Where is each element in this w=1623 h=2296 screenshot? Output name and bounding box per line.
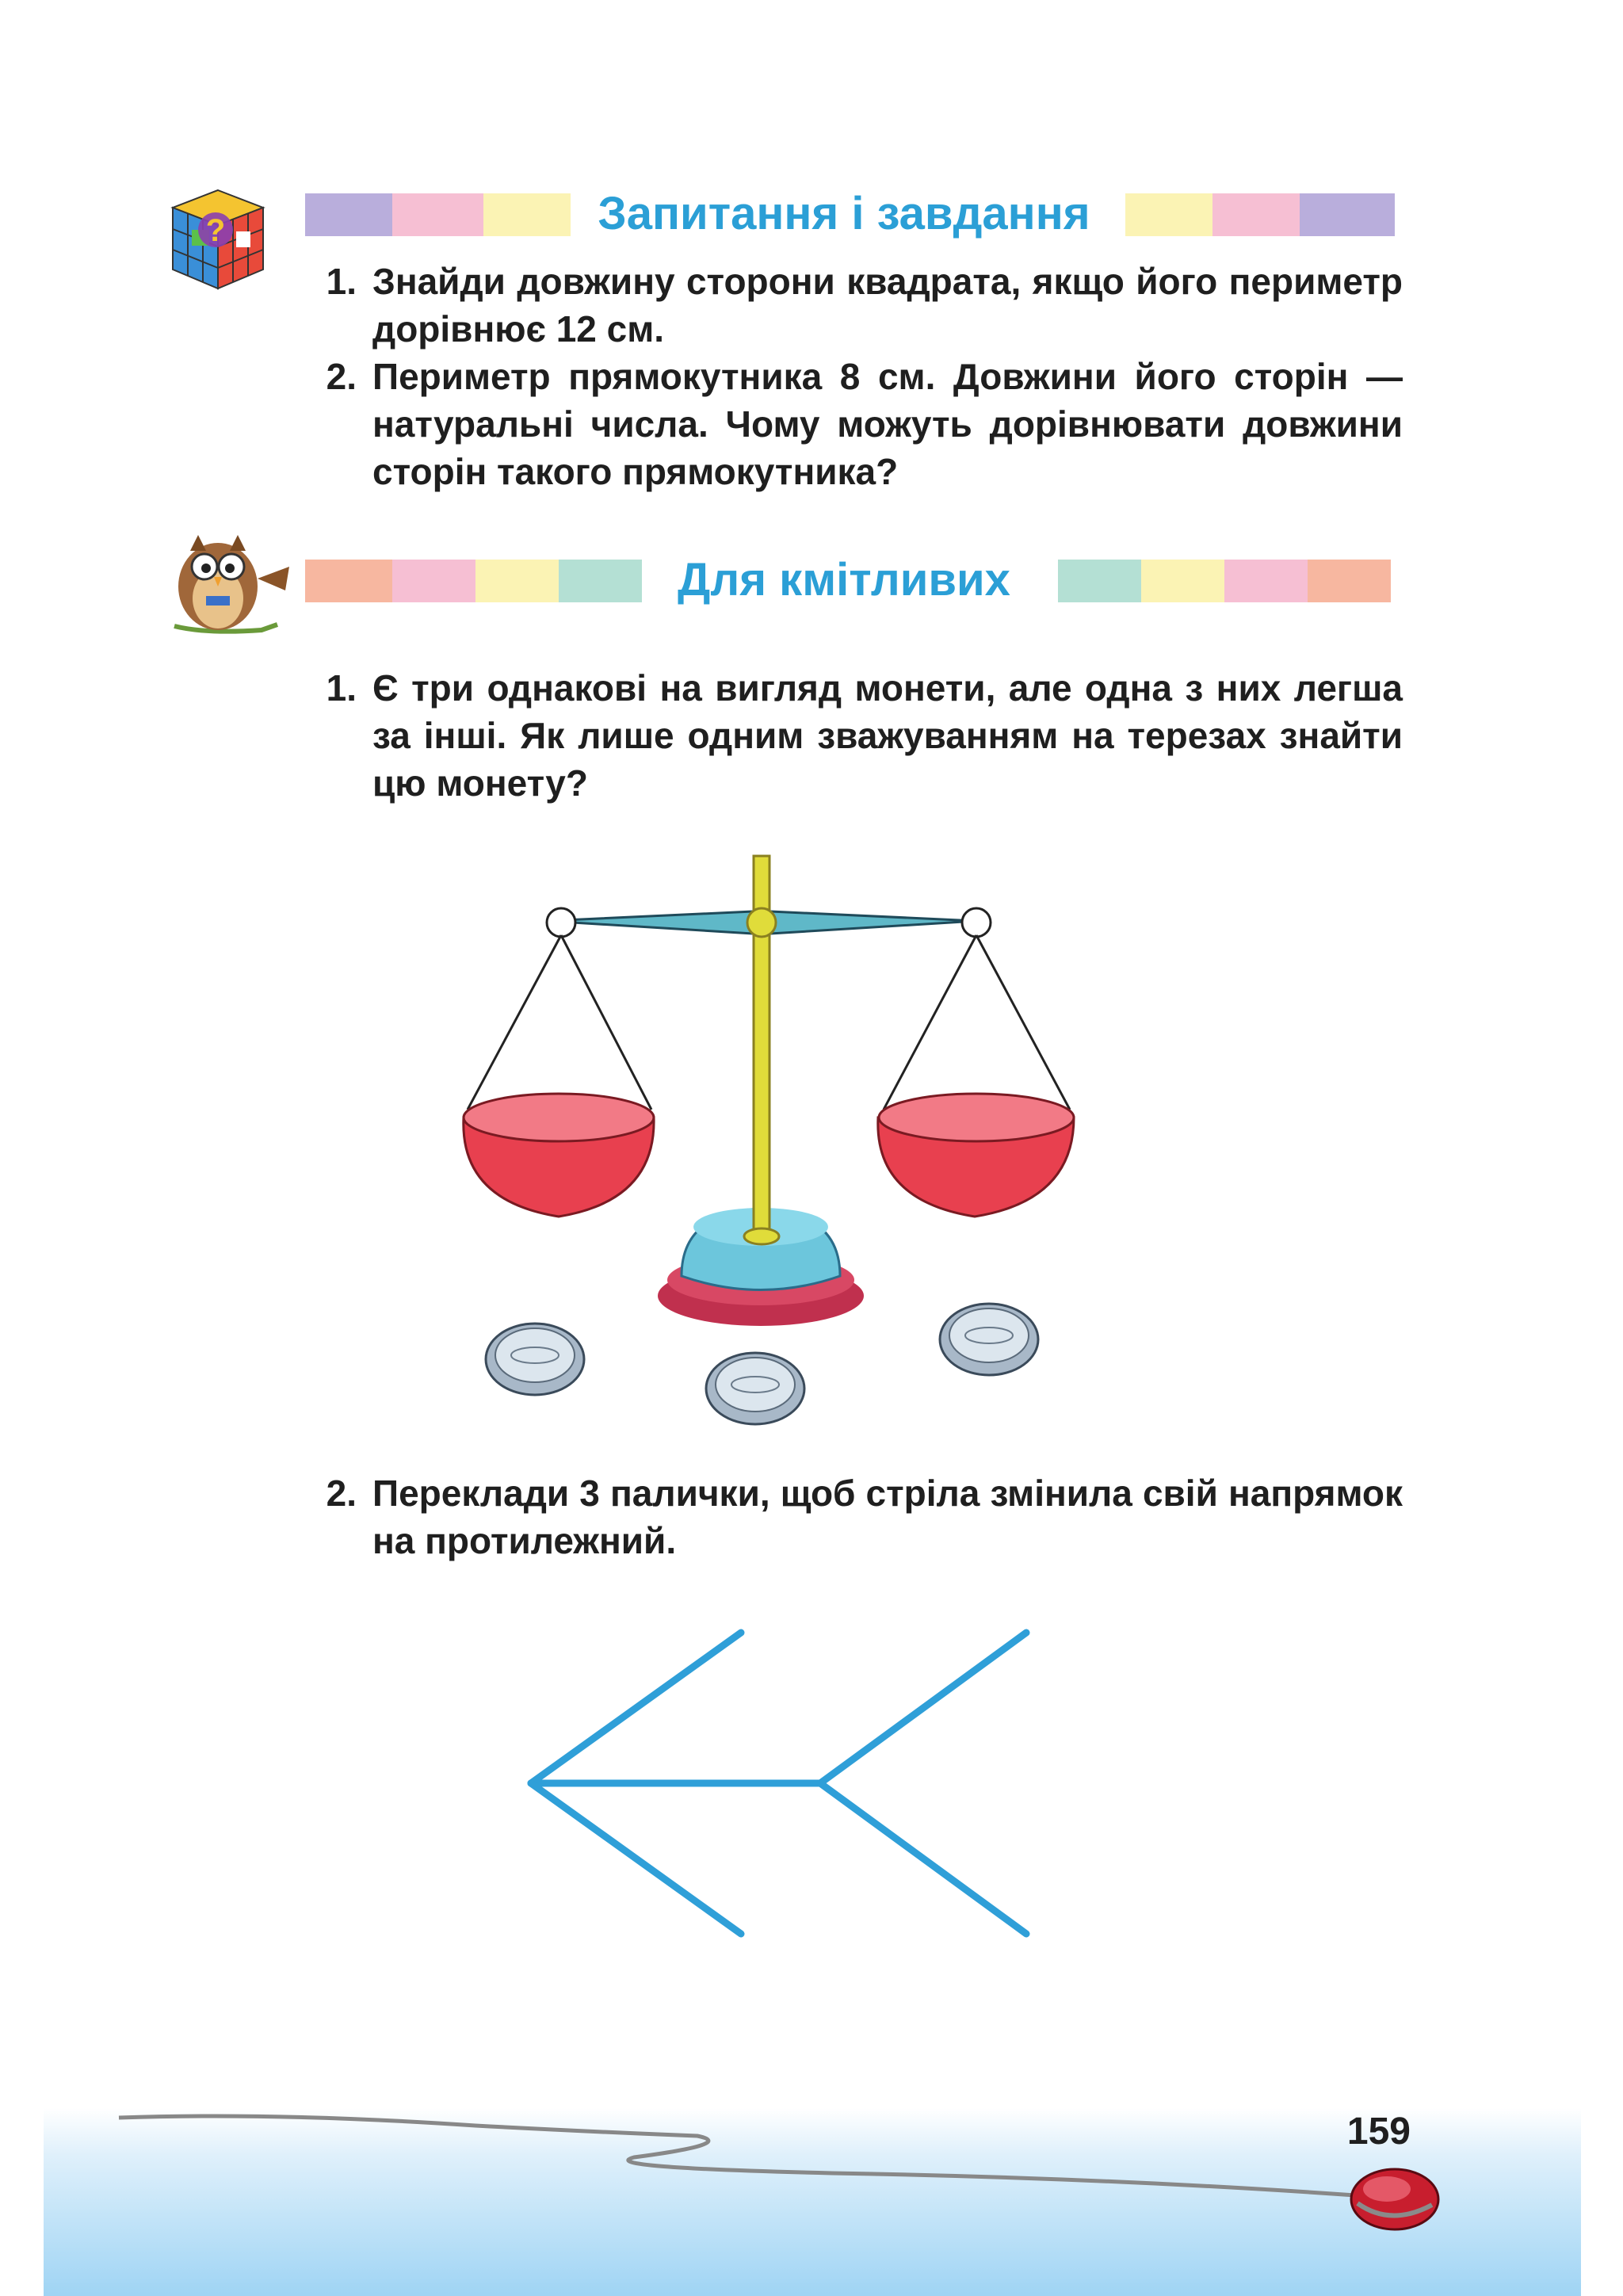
task-text: Периметр прямокутника 8 см. Довжини його сторін — натуральні числа. Чому можуть дорівнювати довжини сторін такого прямокутника?	[372, 356, 1403, 492]
section2-title: Для кмітливих	[678, 554, 1010, 606]
stick-tail-lower	[820, 1783, 1026, 1934]
task-text: Переклади 3 палички, щоб стріла змінила свій напрямок на протилежний.	[372, 1473, 1403, 1561]
page-number: 159	[1346, 2111, 1411, 2153]
rubiks-cube-question-icon	[166, 184, 269, 295]
coin-right	[940, 1304, 1038, 1375]
task-number: 1.	[326, 667, 357, 709]
stick-arrow-illustration	[507, 1617, 1046, 1958]
coin-left	[486, 1324, 584, 1395]
section2-task-1	[309, 664, 1403, 807]
task-number: 2.	[326, 356, 357, 397]
stick-tail-upper	[820, 1633, 1026, 1783]
computer-mouse-icon	[1343, 2156, 1446, 2235]
section2-task-2	[309, 1469, 1403, 1564]
svg-text:?: ?	[205, 213, 226, 248]
stick-head-lower	[531, 1783, 741, 1934]
mouse-cable-line	[119, 2108, 1387, 2203]
task-text: Є три однакові на вигляд монети, але одна з них легша за інші. Як лише одним зважуванням на терезах знайти цю монету?	[372, 667, 1403, 804]
task-number: 1.	[326, 261, 357, 302]
task-number: 2.	[326, 1473, 357, 1514]
section1-task-2	[309, 353, 1403, 495]
task-text: Знайди довжину сторони квадрата, якщо його периметр дорівнює 12 см.	[372, 261, 1403, 350]
section1-task-1	[309, 258, 1403, 353]
coin-middle	[706, 1353, 804, 1424]
owl-with-glasses-icon	[158, 523, 301, 642]
stick-head-upper	[531, 1633, 741, 1783]
section1-title: Запитання і завдання	[598, 188, 1090, 239]
balance-scales-illustration	[444, 848, 1094, 1435]
